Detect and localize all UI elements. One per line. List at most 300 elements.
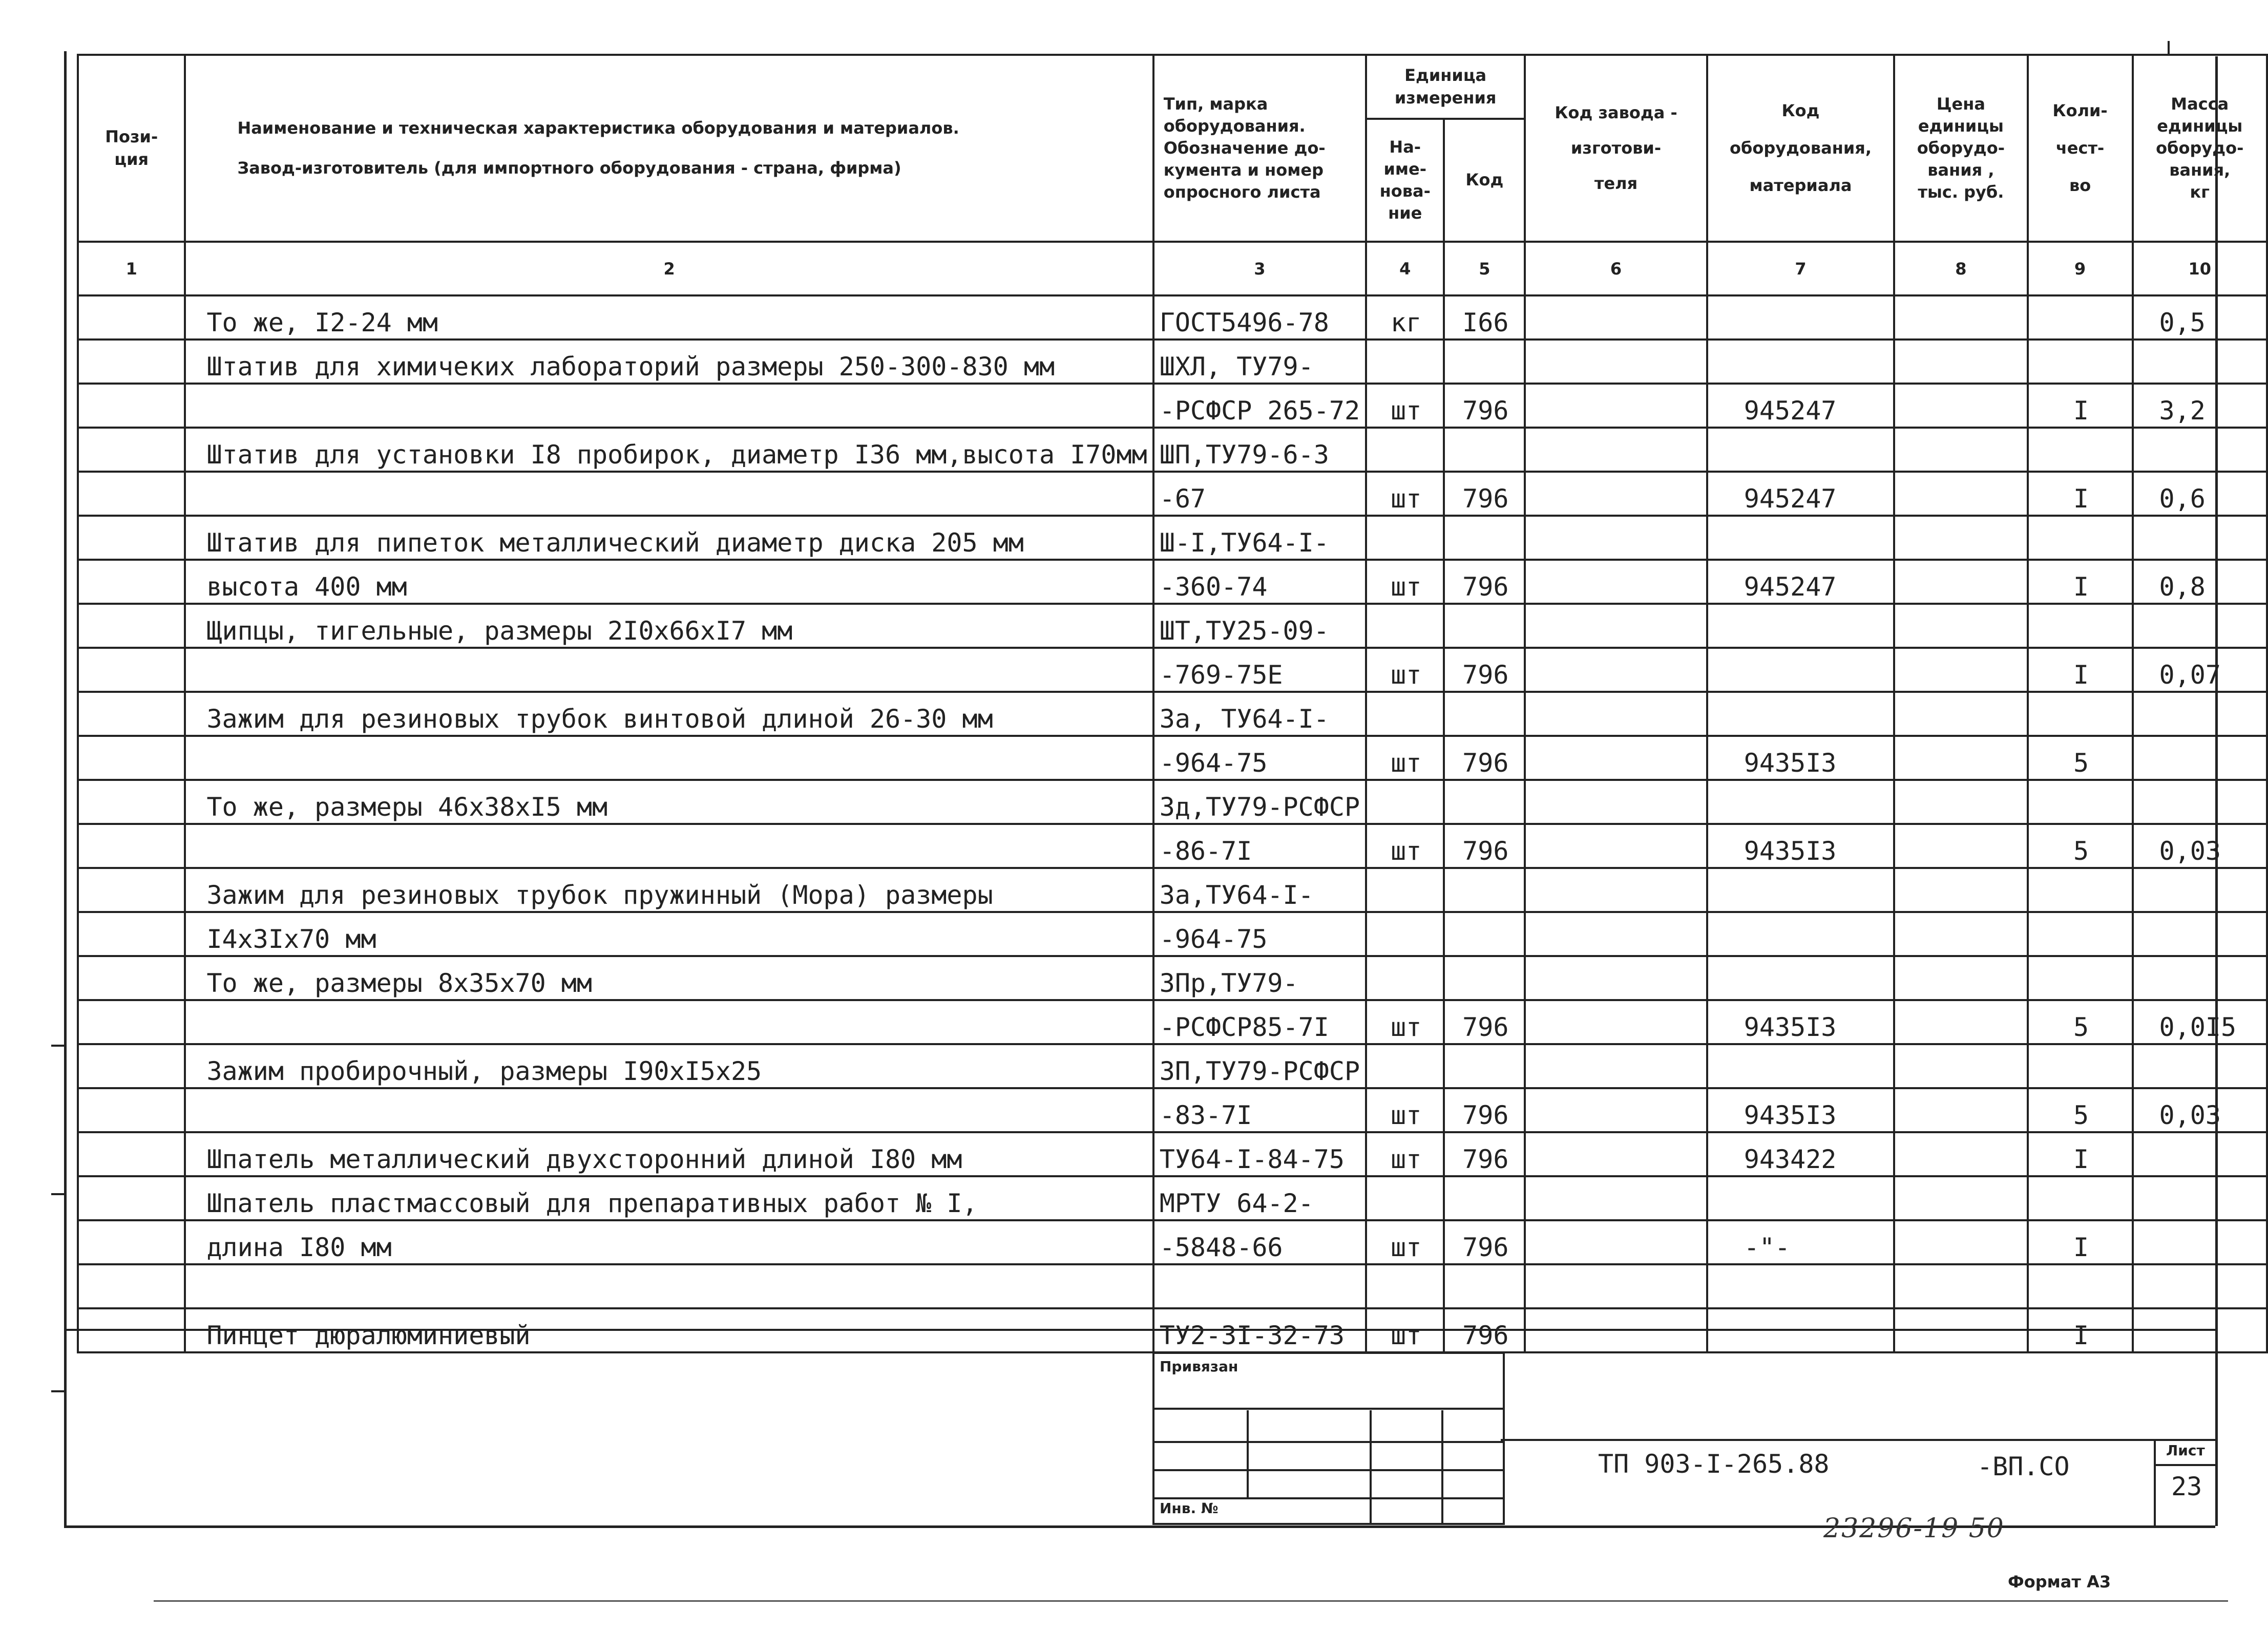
unit-code-cell	[1444, 956, 1525, 1000]
position-cell	[78, 824, 185, 868]
factory-code-cell	[1525, 604, 1707, 648]
column-number: 1	[78, 242, 185, 295]
factory-code-cell	[1525, 1088, 1707, 1132]
unit-code-cell: I66	[1444, 295, 1525, 340]
document-cell: -83-7I	[1153, 1088, 1366, 1132]
table-row	[78, 340, 2267, 384]
position-cell	[78, 1220, 185, 1264]
table-row	[78, 1044, 2267, 1088]
document-cell	[1153, 1264, 1366, 1308]
document-cell: За, ТУ64-I-	[1153, 692, 1366, 736]
quantity-cell: I	[2028, 1220, 2133, 1264]
document-cell: -РСФСР 265-72	[1153, 384, 1366, 428]
sheet-divider	[2156, 1464, 2217, 1466]
item-name-cell	[185, 736, 1153, 780]
binding-stamp	[1152, 1352, 1505, 1525]
unit-code-cell	[1444, 1176, 1525, 1220]
unit-name-cell	[1366, 516, 1444, 560]
column-number: 6	[1525, 242, 1707, 295]
quantity-cell	[2028, 868, 2133, 912]
quantity-cell: 5	[2028, 1088, 2133, 1132]
quantity-cell	[2028, 340, 2133, 384]
mass-cell: 0,6	[2133, 472, 2267, 516]
unit-name-cell	[1366, 604, 1444, 648]
bottom-title-frame	[64, 1329, 2215, 1528]
equipment-code-cell	[1707, 428, 1894, 472]
table-row	[78, 560, 2267, 604]
position-cell	[78, 868, 185, 912]
column-number: 3	[1153, 242, 1366, 295]
document-cell: -964-75	[1153, 736, 1366, 780]
quantity-cell	[2028, 1176, 2133, 1220]
price-cell	[1894, 1220, 2027, 1264]
table-row	[78, 1176, 2267, 1220]
table-row	[78, 824, 2267, 868]
document-cell: -РСФСР85-7I	[1153, 1000, 1366, 1044]
document-cell: ЗП,ТУ79-РСФСР	[1153, 1044, 1366, 1088]
factory-code-cell	[1525, 472, 1707, 516]
mass-cell: 0,0I5	[2133, 1000, 2267, 1044]
quantity-cell: 5	[2028, 824, 2133, 868]
equipment-code-cell	[1707, 516, 1894, 560]
position-cell	[78, 780, 185, 824]
mass-cell: 0,8	[2133, 560, 2267, 604]
mass-cell	[2133, 1220, 2267, 1264]
factory-code-cell	[1525, 736, 1707, 780]
stamp-line	[1441, 1410, 1443, 1523]
table-row	[78, 604, 2267, 648]
price-cell	[1894, 340, 2027, 384]
stamp-line	[1154, 1497, 1503, 1499]
item-name-cell: высота 400 мм	[185, 560, 1153, 604]
column-number: 8	[1894, 242, 2027, 295]
unit-name-cell: шт	[1366, 1088, 1444, 1132]
factory-code-cell	[1525, 516, 1707, 560]
unit-code-cell	[1444, 516, 1525, 560]
header-unit-code: Код	[1444, 119, 1525, 242]
price-cell	[1894, 295, 2027, 340]
mass-cell: 0,03	[2133, 1088, 2267, 1132]
unit-name-cell	[1366, 1176, 1444, 1220]
table-row	[78, 1264, 2267, 1308]
table-row	[78, 1220, 2267, 1264]
unit-code-cell: 796	[1444, 1132, 1525, 1176]
mass-cell	[2133, 428, 2267, 472]
unit-code-cell	[1444, 1264, 1525, 1308]
quantity-cell: I	[2028, 1132, 2133, 1176]
factory-code-cell	[1525, 1132, 1707, 1176]
equipment-code-cell	[1707, 295, 1894, 340]
column-number-row	[78, 242, 2267, 295]
document-cell: ЗПр,ТУ79-	[1153, 956, 1366, 1000]
item-name-cell	[185, 384, 1153, 428]
item-name-cell: Зажим для резиновых трубок винтовой длиной 26-30 мм	[185, 692, 1153, 736]
header-position: Пози- ция	[78, 55, 185, 242]
factory-code-cell	[1525, 384, 1707, 428]
equipment-code-cell	[1707, 648, 1894, 692]
unit-name-cell	[1366, 912, 1444, 956]
document-cell: -360-74	[1153, 560, 1366, 604]
unit-name-cell	[1366, 780, 1444, 824]
position-cell	[78, 560, 185, 604]
position-cell	[78, 428, 185, 472]
equipment-code-cell: 945247	[1707, 560, 1894, 604]
unit-code-cell: 796	[1444, 824, 1525, 868]
document-cell: -86-7I	[1153, 824, 1366, 868]
factory-code-cell	[1525, 956, 1707, 1000]
unit-name-cell: шт	[1366, 648, 1444, 692]
stamp-inv-label: Инв. №	[1160, 1500, 1219, 1517]
item-name-cell: Зажим пробирочный, размеры I90xI5x25	[185, 1044, 1153, 1088]
unit-code-cell: 796	[1444, 1088, 1525, 1132]
quantity-cell: I	[2028, 560, 2133, 604]
factory-code-cell	[1525, 1220, 1707, 1264]
table-row	[78, 1132, 2267, 1176]
quantity-cell	[2028, 956, 2133, 1000]
quantity-cell	[2028, 604, 2133, 648]
mass-cell: 0,03	[2133, 824, 2267, 868]
document-cell: За,ТУ64-I-	[1153, 868, 1366, 912]
position-cell	[78, 1176, 185, 1220]
quantity-cell: 5	[2028, 736, 2133, 780]
header-unit-group: Единица измерения	[1366, 55, 1525, 119]
frame-left-border	[64, 51, 67, 1526]
table-row	[78, 516, 2267, 560]
position-cell	[78, 1132, 185, 1176]
item-name-cell: То же, I2-24 мм	[185, 295, 1153, 340]
price-cell	[1894, 648, 2027, 692]
unit-code-cell: 796	[1444, 1308, 1525, 1352]
quantity-cell	[2028, 428, 2133, 472]
equipment-code-cell: 945247	[1707, 384, 1894, 428]
table-row	[78, 648, 2267, 692]
column-number: 4	[1366, 242, 1444, 295]
quantity-cell	[2028, 295, 2133, 340]
position-cell	[78, 295, 185, 340]
stamp-line	[1370, 1410, 1372, 1523]
unit-code-cell: 796	[1444, 384, 1525, 428]
specification-table	[77, 54, 2268, 1353]
item-name-cell	[185, 1088, 1153, 1132]
unit-name-cell	[1366, 868, 1444, 912]
item-name-cell: Пинцет дюралюминиевый	[185, 1308, 1153, 1352]
document-cell: Ш-I,ТУ64-I-	[1153, 516, 1366, 560]
unit-name-cell: шт	[1366, 1000, 1444, 1044]
unit-name-cell: шт	[1366, 736, 1444, 780]
price-cell	[1894, 780, 2027, 824]
unit-code-cell: 796	[1444, 1000, 1525, 1044]
title-block-line	[1501, 1439, 2154, 1441]
header-factory-code: Код завода - изготови- теля	[1525, 55, 1707, 242]
header-price: Цена единицы оборудо- вания , тыс. руб.	[1894, 55, 2027, 242]
document-cell: ШХЛ, ТУ79-	[1153, 340, 1366, 384]
unit-name-cell: шт	[1366, 560, 1444, 604]
price-cell	[1894, 736, 2027, 780]
price-cell	[1894, 560, 2027, 604]
sheet-number: 23	[2171, 1472, 2202, 1501]
quantity-cell	[2028, 1264, 2133, 1308]
unit-name-cell	[1366, 340, 1444, 384]
unit-code-cell: 796	[1444, 648, 1525, 692]
table-row	[78, 692, 2267, 736]
mass-cell	[2133, 780, 2267, 824]
equipment-code-cell	[1707, 340, 1894, 384]
factory-code-cell	[1525, 648, 1707, 692]
specification-rows	[78, 295, 2267, 1352]
mass-cell	[2133, 692, 2267, 736]
mass-cell	[2133, 340, 2267, 384]
factory-code-cell	[1525, 912, 1707, 956]
factory-code-cell	[1525, 1176, 1707, 1220]
unit-name-cell	[1366, 956, 1444, 1000]
position-cell	[78, 736, 185, 780]
quantity-cell	[2028, 692, 2133, 736]
item-name-cell: Штатив для пипеток металлический диаметр диска 205 мм	[185, 516, 1153, 560]
mass-cell	[2133, 1264, 2267, 1308]
price-cell	[1894, 516, 2027, 560]
price-cell	[1894, 1132, 2027, 1176]
unit-code-cell	[1444, 604, 1525, 648]
position-cell	[78, 472, 185, 516]
factory-code-cell	[1525, 340, 1707, 384]
bottom-rule	[154, 1600, 2228, 1602]
item-name-cell	[185, 472, 1153, 516]
position-cell	[78, 1088, 185, 1132]
price-cell	[1894, 692, 2027, 736]
header-equipment-code: Код оборудования, материала	[1707, 55, 1894, 242]
position-cell	[78, 604, 185, 648]
mass-cell	[2133, 736, 2267, 780]
table-row	[78, 428, 2267, 472]
equipment-code-cell	[1707, 1044, 1894, 1088]
unit-name-cell	[1366, 1264, 1444, 1308]
mass-cell: 0,5	[2133, 295, 2267, 340]
item-name-cell: I4x3Ix70 мм	[185, 912, 1153, 956]
equipment-code-cell: 945247	[1707, 472, 1894, 516]
unit-code-cell	[1444, 912, 1525, 956]
factory-code-cell	[1525, 1044, 1707, 1088]
margin-tick	[2168, 41, 2170, 54]
mass-cell	[2133, 868, 2267, 912]
mass-cell	[2133, 912, 2267, 956]
document-cell: ШП,ТУ79-6-3	[1153, 428, 1366, 472]
table-row	[78, 912, 2267, 956]
quantity-cell: I	[2028, 648, 2133, 692]
header-type: Тип, марка оборудования. Обозначение до- кумента и номер опросного листа	[1153, 55, 1366, 242]
mass-cell	[2133, 1132, 2267, 1176]
unit-code-cell: 796	[1444, 1220, 1525, 1264]
mass-cell	[2133, 516, 2267, 560]
unit-name-cell: кг	[1366, 295, 1444, 340]
price-cell	[1894, 1088, 2027, 1132]
item-name-cell: То же, размеры 46x38xI5 мм	[185, 780, 1153, 824]
quantity-cell	[2028, 1044, 2133, 1088]
position-cell	[78, 648, 185, 692]
header-name: Наименование и техническая характеристика оборудования и материалов. Завод-изготовитель (для импортного оборудования - страна, фирма)	[185, 55, 1153, 242]
position-cell	[78, 1000, 185, 1044]
unit-name-cell: шт	[1366, 384, 1444, 428]
table-row	[78, 868, 2267, 912]
equipment-code-cell: 9435I3	[1707, 736, 1894, 780]
quantity-cell	[2028, 912, 2133, 956]
table-row	[78, 956, 2267, 1000]
header-unit-name: На- име- нова- ние	[1366, 119, 1444, 242]
unit-code-cell	[1444, 692, 1525, 736]
unit-code-cell	[1444, 340, 1525, 384]
stamp-line	[1247, 1410, 1249, 1497]
position-cell	[78, 1264, 185, 1308]
equipment-code-cell	[1707, 912, 1894, 956]
document-cell: -67	[1153, 472, 1366, 516]
column-number: 9	[2028, 242, 2133, 295]
unit-name-cell: шт	[1366, 824, 1444, 868]
factory-code-cell	[1525, 1264, 1707, 1308]
item-name-cell: То же, размеры 8x35x70 мм	[185, 956, 1153, 1000]
price-cell	[1894, 1000, 2027, 1044]
equipment-code-cell: -"-	[1707, 1220, 1894, 1264]
unit-code-cell	[1444, 1044, 1525, 1088]
price-cell	[1894, 824, 2027, 868]
factory-code-cell	[1525, 560, 1707, 604]
unit-code-cell	[1444, 868, 1525, 912]
quantity-cell: I	[2028, 1308, 2133, 1352]
table-row	[78, 780, 2267, 824]
unit-name-cell: шт	[1366, 1220, 1444, 1264]
mass-cell: 0,07	[2133, 648, 2267, 692]
document-cell: ШТ,ТУ25-09-	[1153, 604, 1366, 648]
equipment-code-cell	[1707, 1176, 1894, 1220]
unit-code-cell	[1444, 428, 1525, 472]
item-name-cell: длина I80 мм	[185, 1220, 1153, 1264]
mass-cell	[2133, 1044, 2267, 1088]
factory-code-cell	[1525, 692, 1707, 736]
price-cell	[1894, 956, 2027, 1000]
margin-tick	[51, 1193, 66, 1195]
quantity-cell	[2028, 780, 2133, 824]
document-cell: Зд,ТУ79-РСФСР	[1153, 780, 1366, 824]
sheet-number-box	[2154, 1439, 2217, 1525]
mass-cell	[2133, 1176, 2267, 1220]
factory-code-cell	[1525, 428, 1707, 472]
header-mass: Масса единицы оборудо- вания, кг	[2133, 55, 2267, 242]
document-cell: -769-75Е	[1153, 648, 1366, 692]
sheet-label: Лист	[2166, 1442, 2205, 1459]
stamp-line	[1154, 1469, 1503, 1471]
price-cell	[1894, 384, 2027, 428]
stamp-line	[1154, 1441, 1503, 1443]
position-cell	[78, 1044, 185, 1088]
position-cell	[78, 956, 185, 1000]
item-name-cell: Шпатель пластмассовый для препаративных работ № I,	[185, 1176, 1153, 1220]
factory-code-cell	[1525, 780, 1707, 824]
table-row	[78, 472, 2267, 516]
margin-tick	[51, 1045, 66, 1047]
price-cell	[1894, 1044, 2027, 1088]
item-name-cell: Штатив для химичеких лабораторий размеры 250-300-830 мм	[185, 340, 1153, 384]
unit-name-cell: шт	[1366, 472, 1444, 516]
table-row	[78, 736, 2267, 780]
stamp-line	[1154, 1408, 1503, 1410]
document-cell: ГОСТ5496-78	[1153, 295, 1366, 340]
column-number: 5	[1444, 242, 1525, 295]
position-cell	[78, 516, 185, 560]
equipment-code-cell: 9435I3	[1707, 1088, 1894, 1132]
table-row	[78, 384, 2267, 428]
unit-name-cell: шт	[1366, 1132, 1444, 1176]
position-cell	[78, 340, 185, 384]
item-name-cell	[185, 1264, 1153, 1308]
factory-code-cell	[1525, 1000, 1707, 1044]
unit-name-cell	[1366, 428, 1444, 472]
price-cell	[1894, 912, 2027, 956]
equipment-code-cell	[1707, 604, 1894, 648]
item-name-cell: Щипцы, тигельные, размеры 2I0x66xI7 мм	[185, 604, 1153, 648]
quantity-cell: I	[2028, 472, 2133, 516]
factory-code-cell	[1525, 868, 1707, 912]
price-cell	[1894, 428, 2027, 472]
margin-tick	[51, 1390, 66, 1392]
document-code: ТП 903-I-265.88	[1598, 1449, 1830, 1479]
document-cell: -964-75	[1153, 912, 1366, 956]
table-row	[78, 295, 2267, 340]
item-name-cell: Штатив для установки I8 пробирок, диаметр I36 мм,высота I70мм	[185, 428, 1153, 472]
unit-name-cell	[1366, 1044, 1444, 1088]
stamp-bound-label: Привязан	[1160, 1358, 1238, 1375]
unit-code-cell: 796	[1444, 472, 1525, 516]
price-cell	[1894, 1176, 2027, 1220]
format-label: Формат А3	[2008, 1572, 2111, 1592]
document-suffix: -ВП.СО	[1977, 1452, 2070, 1481]
equipment-code-cell	[1707, 956, 1894, 1000]
mass-cell: 3,2	[2133, 384, 2267, 428]
unit-code-cell	[1444, 780, 1525, 824]
unit-name-cell: шт	[1366, 1308, 1444, 1352]
column-number: 2	[185, 242, 1153, 295]
item-name-cell	[185, 648, 1153, 692]
quantity-cell: 5	[2028, 1000, 2133, 1044]
document-cell: -5848-66	[1153, 1220, 1366, 1264]
position-cell	[78, 384, 185, 428]
price-cell	[1894, 868, 2027, 912]
quantity-cell	[2028, 516, 2133, 560]
mass-cell	[2133, 604, 2267, 648]
position-cell	[78, 692, 185, 736]
mass-cell	[2133, 956, 2267, 1000]
equipment-code-cell	[1707, 868, 1894, 912]
table-row	[78, 1088, 2267, 1132]
position-cell	[78, 912, 185, 956]
price-cell	[1894, 472, 2027, 516]
quantity-cell: I	[2028, 384, 2133, 428]
unit-name-cell	[1366, 692, 1444, 736]
document-cell: ТУ2-3I-32-73	[1153, 1308, 1366, 1352]
item-name-cell: Зажим для резиновых трубок пружинный (Мора) размеры	[185, 868, 1153, 912]
equipment-code-cell: 9435I3	[1707, 1000, 1894, 1044]
item-name-cell	[185, 824, 1153, 868]
equipment-code-cell: 943422	[1707, 1132, 1894, 1176]
factory-code-cell	[1525, 295, 1707, 340]
column-number: 7	[1707, 242, 1894, 295]
unit-code-cell: 796	[1444, 560, 1525, 604]
column-number: 10	[2133, 242, 2267, 295]
handwritten-archive-number: 23296-19 50	[1823, 1513, 2005, 1544]
unit-code-cell: 796	[1444, 736, 1525, 780]
table-row	[78, 1000, 2267, 1044]
equipment-code-cell: 9435I3	[1707, 824, 1894, 868]
item-name-cell	[185, 1000, 1153, 1044]
document-cell: ТУ64-I-84-75	[1153, 1132, 1366, 1176]
header-quantity: Коли- чест- во	[2028, 55, 2133, 242]
